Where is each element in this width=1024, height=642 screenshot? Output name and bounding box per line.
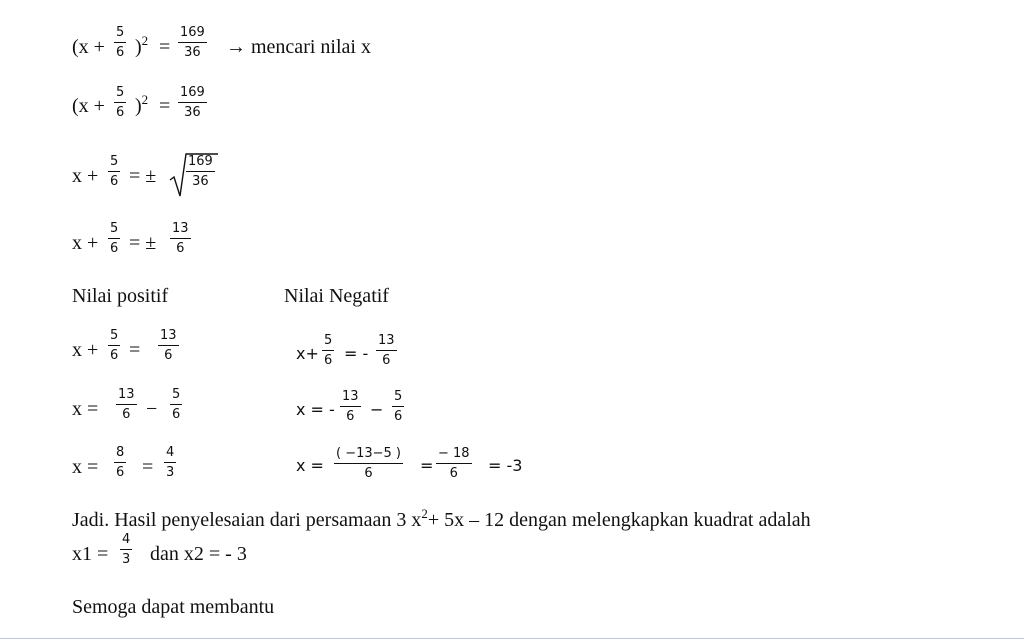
conclusion-x2: dan x2 = - 3 xyxy=(150,543,247,565)
fraction: $\frac{13}{6}$ xyxy=(378,333,395,368)
heading-negative: Nilai Negatif xyxy=(284,285,389,307)
fraction: $\frac{- 18}{6}$ xyxy=(438,446,470,481)
note-text: → mencari nilai x xyxy=(226,36,371,58)
equals: = xyxy=(129,339,141,361)
fraction: $\frac{169}{36}$ xyxy=(180,85,205,120)
equals: = xyxy=(420,456,434,475)
fraction: $\frac{5}{6}$ xyxy=(116,85,125,120)
fraction: $\frac{5}{6}$ xyxy=(172,387,181,422)
fraction: $\frac{169}{36}$ xyxy=(188,154,213,189)
expr-lhs: x + xyxy=(72,165,99,187)
fraction: $\frac{4}{3}$ xyxy=(166,445,175,480)
expr-close: )$^2$ xyxy=(135,92,149,117)
fraction: $\frac{13}{6}$ xyxy=(342,389,359,424)
fraction: $\frac{5}{6}$ xyxy=(110,221,119,256)
fraction: $\frac{5}{6}$ xyxy=(110,328,119,363)
equals-plusminus: = ± xyxy=(129,165,157,187)
fraction: $\frac{8}{6}$ xyxy=(116,445,125,480)
heading-positive: Nilai positif xyxy=(72,285,169,307)
fraction: $\frac{13}{6}$ xyxy=(172,221,189,256)
expr-lhs: x + xyxy=(72,232,99,254)
conclusion-line-1: Jadi. Hasil penyelesaian dari persamaan 3 $x^2+ 5x - 12$ dengan melengkapkan kuadrat adalah xyxy=(72,506,811,531)
fraction: $\frac{( -13-5 )}{6}$ xyxy=(336,446,402,481)
bottom-divider xyxy=(0,638,1024,639)
fraction: $\frac{4}{3}$ xyxy=(122,532,131,567)
expr-open: (x + xyxy=(72,36,105,58)
fraction: $\frac{13}{6}$ xyxy=(160,328,177,363)
minus: − xyxy=(370,400,384,419)
equals: = xyxy=(159,95,171,117)
minus: − xyxy=(146,398,158,420)
expr-lhs: x = xyxy=(72,398,99,420)
equals: = xyxy=(142,456,154,478)
expr-lhs: x+ xyxy=(296,344,319,363)
expr-close: )$^2$ xyxy=(135,33,149,58)
fraction: $\frac{5}{6}$ xyxy=(110,154,119,189)
expr-lhs: x = xyxy=(296,456,324,475)
equals: = xyxy=(159,36,171,58)
conclusion-x1: x1 = xyxy=(72,543,109,565)
fraction: $\frac{13}{6}$ xyxy=(118,387,135,422)
expr-lhs: x = xyxy=(72,456,99,478)
fraction: $\frac{5}{6}$ xyxy=(394,389,403,424)
fraction: $\frac{169}{36}$ xyxy=(180,25,205,60)
expr-lhs: x + xyxy=(72,339,99,361)
result: = -3 xyxy=(488,456,523,475)
equals-plusminus: = ± xyxy=(129,232,157,254)
equals-minus: = - xyxy=(344,344,369,363)
fraction: $\frac{5}{6}$ xyxy=(324,333,333,368)
expr-lhs: x = - xyxy=(296,400,335,419)
expr-open: (x + xyxy=(72,95,105,117)
closing-text: Semoga dapat membantu xyxy=(72,596,275,618)
fraction: $\frac{5}{6}$ xyxy=(116,25,125,60)
